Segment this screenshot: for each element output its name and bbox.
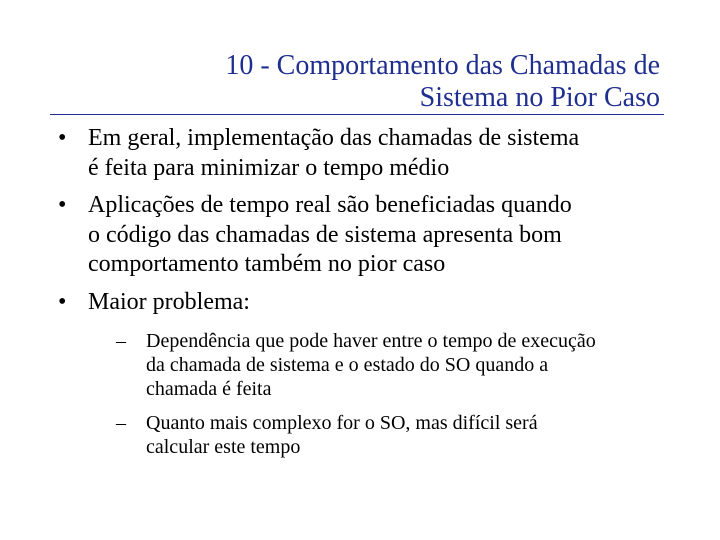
sub-bullet-text-line: Dependência que pode haver entre o tempo de execução bbox=[146, 330, 596, 352]
sub-bullet-text-line: calcular este tempo bbox=[146, 436, 301, 458]
bullet-text-line: Em geral, implementação das chamadas de sistema bbox=[88, 125, 580, 151]
sub-bullet-text-line: da chamada de sistema e o estado do SO quando a bbox=[146, 354, 549, 376]
bullet-text-line: o código das chamadas de sistema apresenta bom bbox=[88, 221, 562, 248]
sub-bullet-item bbox=[116, 411, 678, 459]
bullet-item bbox=[58, 191, 678, 280]
bullet-text-line: é feita para minimizar o tempo médio bbox=[88, 154, 450, 181]
bullet-marker: • bbox=[58, 192, 67, 218]
sub-bullet-text-line: chamada é feita bbox=[146, 378, 272, 400]
bullet-text-line: comportamento também no pior caso bbox=[88, 251, 446, 277]
sub-bullet-list bbox=[116, 329, 678, 459]
bullet-text-line: Maior problema: bbox=[88, 288, 250, 315]
bullet-marker: • bbox=[58, 125, 67, 151]
slide-body bbox=[58, 124, 678, 469]
sub-bullet-item bbox=[116, 329, 678, 401]
bullet-marker: • bbox=[58, 288, 67, 315]
bullet-item bbox=[58, 288, 678, 318]
bullet-item bbox=[58, 124, 678, 183]
slide-title bbox=[100, 50, 660, 114]
title-underline bbox=[50, 114, 664, 115]
title-line-1: 10 - Comportamento das Chamadas de bbox=[225, 50, 660, 81]
sub-bullet-marker: – bbox=[116, 412, 126, 434]
bullet-text-line: Aplicações de tempo real são beneficiadas quando bbox=[88, 192, 572, 218]
title-line-2: Sistema no Pior Caso bbox=[419, 82, 660, 113]
sub-bullet-text-line: Quanto mais complexo for o SO, mas difícil será bbox=[146, 412, 538, 434]
sub-bullet-marker: – bbox=[116, 330, 126, 352]
